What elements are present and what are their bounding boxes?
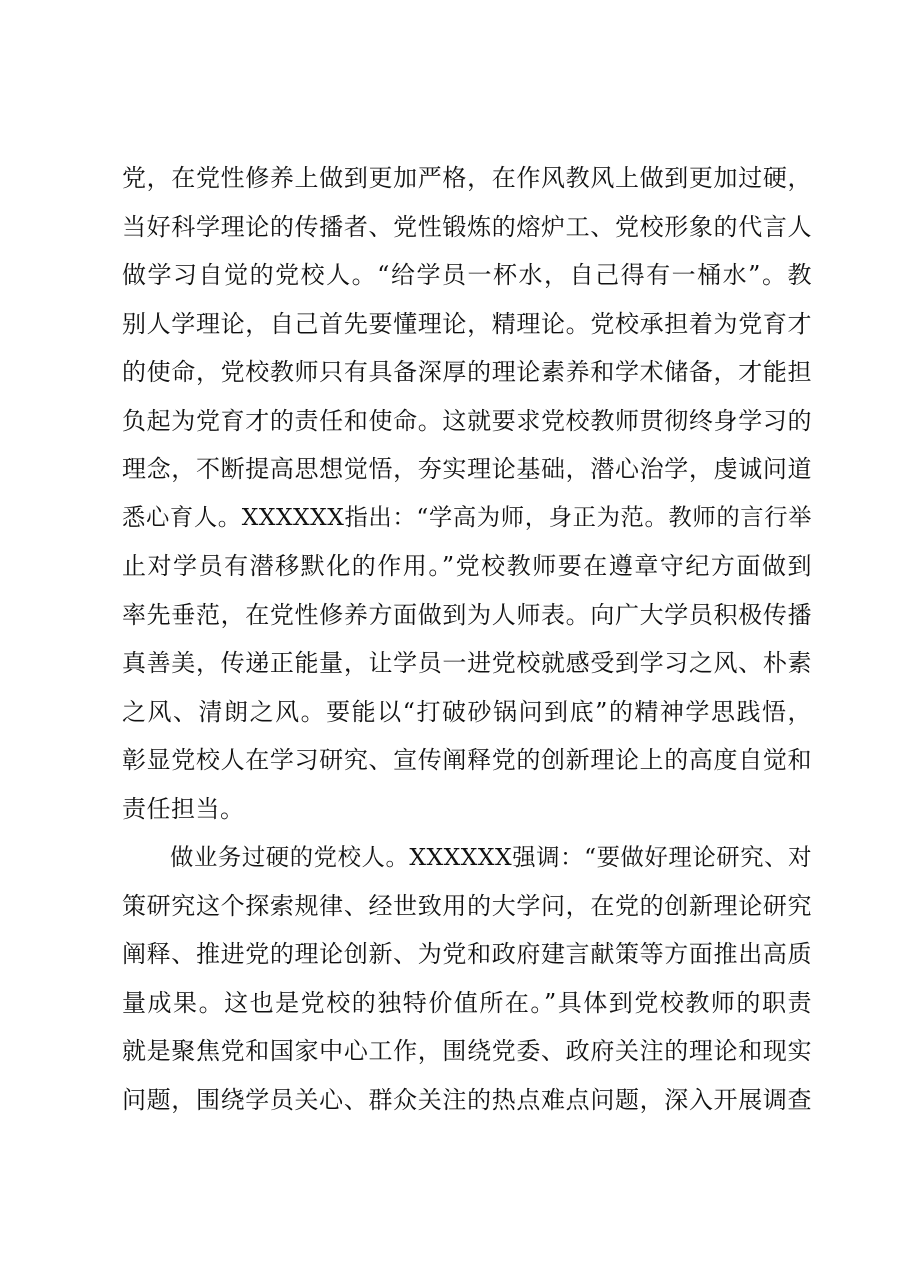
text-line: 悉心育人。XXXXXX指出：“学高为师，身正为范。教师的言行举 bbox=[122, 503, 812, 531]
text-line: 就是聚焦党和国家中心工作，围绕党委、政府关注的理论和现实 bbox=[122, 1037, 812, 1065]
text-line: 的使命，党校教师只有具备深厚的理论素养和学术储备，才能担 bbox=[122, 358, 812, 386]
text-line: 之风、清朗之风。要能以“打破砂锅问到底”的精神学思践悟， bbox=[122, 697, 812, 726]
text-line: 止对学员有潜移默化的作用。”党校教师要在遵章守纪方面做到 bbox=[122, 552, 812, 580]
text-line: 阐释、推进党的理论创新、为党和政府建言献策等方面推出高质 bbox=[122, 940, 812, 968]
text-line: 问题，围绕学员关心、群众关注的热点难点问题，深入开展调查 bbox=[122, 1085, 812, 1114]
text-line: 率先垂范，在党性修养方面做到为人师表。向广大学员积极传播 bbox=[122, 600, 812, 629]
text-line: 责任担当。 bbox=[122, 794, 245, 823]
text-line: 负起为党育才的责任和使命。这就要求党校教师贯彻终身学习的 bbox=[122, 406, 812, 435]
text-line: 做学习自觉的党校人。“给学员一杯水，自己得有一桶水”。教 bbox=[122, 261, 812, 289]
text-line: 理念，不断提高思想觉悟，夯实理论基础，潜心治学，虔诚问道 bbox=[122, 455, 812, 483]
text-line: 真善美，传递正能量，让学员一进党校就感受到学习之风、朴素 bbox=[122, 649, 812, 677]
text-line: 别人学理论，自己首先要懂理论，精理论。党校承担着为党育才 bbox=[122, 309, 812, 338]
text-line: 党，在党性修养上做到更加严格，在作风教风上做到更加过硬， bbox=[122, 164, 812, 192]
paragraph-first-line: 做业务过硬的党校人。XXXXXX强调：“要做好理论研究、对 bbox=[170, 843, 812, 871]
text-line: 策研究这个探索规律、经世致用的大学问，在党的创新理论研究 bbox=[122, 891, 812, 920]
text-line: 当好科学理论的传播者、党性锻炼的熔炉工、党校形象的代言人 bbox=[122, 212, 812, 241]
text-line: 彰显党校人在学习研究、宣传阐释党的创新理论上的高度自觉和 bbox=[122, 746, 812, 774]
text-line: 量成果。这也是党校的独特价值所在。”具体到党校教师的职责 bbox=[122, 988, 812, 1017]
body-text bbox=[122, 154, 812, 1124]
